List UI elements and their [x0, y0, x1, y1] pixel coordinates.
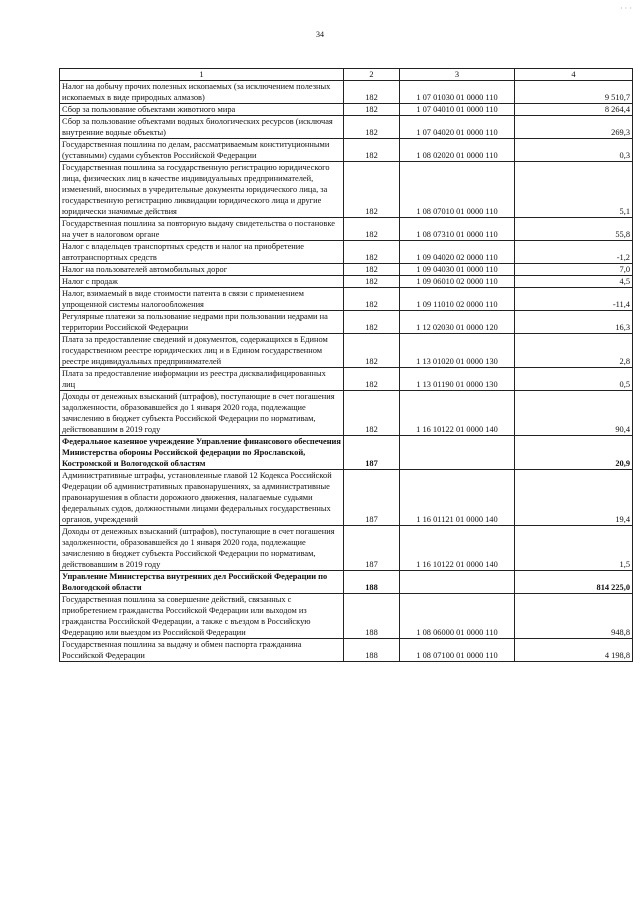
row-code-cell: 1 09 04030 01 0000 110 [400, 264, 515, 276]
row-name-cell: Налог, взимаемый в виде стоимости патента в связи с применением упрощенной системы налогообложения [60, 288, 344, 311]
row-amount-cell: 4,5 [515, 276, 633, 288]
row-amount-cell: -1,2 [515, 241, 633, 264]
row-name-cell: Государственная пошлина по делам, рассматриваемым конституционными (уставными) судами субъектов Российской Федерации [60, 139, 344, 162]
row-name-cell: Государственная пошлина за совершение действий, связанных с приобретением гражданства Российской Федерации или выходом из гражданства Российской Федерации, а также с въездом в Российскую Федерацию или выездом из Российской Федерации [60, 594, 344, 639]
row-name-cell: Государственная пошлина за повторную выдачу свидетельства о постановке на учет в налоговом органе [60, 218, 344, 241]
row-amount-cell: 90,4 [515, 391, 633, 436]
row-name-cell: Налог на пользователей автомобильных дорог [60, 264, 344, 276]
header-col-3: 3 [400, 69, 515, 81]
row-code-cell [400, 436, 515, 470]
row-amount-cell: 948,8 [515, 594, 633, 639]
row-admin-cell: 182 [344, 391, 400, 436]
row-code-cell: 1 07 01030 01 0000 110 [400, 81, 515, 104]
row-admin-cell: 187 [344, 470, 400, 526]
row-admin-cell: 182 [344, 264, 400, 276]
table-row [60, 81, 633, 104]
table-row [60, 470, 633, 526]
row-amount-cell: 55,8 [515, 218, 633, 241]
row-name-cell: Федеральное казенное учреждение Управление финансового обеспечения Министерства обороны Российской федерации по Ярославской, Костромской и Вологодской областям [60, 436, 344, 470]
table-row [60, 436, 633, 470]
row-name-cell: Доходы от денежных взысканий (штрафов), поступающие в счет погашения задолженности, образовавшейся до 1 января 2020 года, подлежащие зачислению в бюджет субъекта Российской Федерации по нормативам, действовавшим в 2019 году [60, 526, 344, 571]
row-code-cell: 1 08 07010 01 0000 110 [400, 162, 515, 218]
table-row [60, 276, 633, 288]
table-row [60, 571, 633, 594]
row-name-cell: Плата за предоставление сведений и документов, содержащихся в Едином государственном реестре юридических лиц и в Едином государственном реестре индивидуальных предпринимателей [60, 334, 344, 368]
row-admin-cell: 182 [344, 334, 400, 368]
scan-corner-mark: · · · [620, 4, 632, 13]
row-amount-cell: 269,3 [515, 116, 633, 139]
row-admin-cell: 188 [344, 639, 400, 662]
row-code-cell: 1 12 02030 01 0000 120 [400, 311, 515, 334]
table-row [60, 104, 633, 116]
row-code-cell: 1 08 06000 01 0000 110 [400, 594, 515, 639]
row-amount-cell: 2,8 [515, 334, 633, 368]
header-col-1: 1 [60, 69, 344, 81]
row-code-cell: 1 08 02020 01 0000 110 [400, 139, 515, 162]
table-row [60, 241, 633, 264]
row-amount-cell: 19,4 [515, 470, 633, 526]
row-name-cell: Налог на добычу прочих полезных ископаемых (за исключением полезных ископаемых в виде природных алмазов) [60, 81, 344, 104]
row-name-cell: Плата за предоставление информации из реестра дисквалифицированных лиц [60, 368, 344, 391]
row-code-cell: 1 09 04020 02 0000 110 [400, 241, 515, 264]
row-admin-cell: 182 [344, 104, 400, 116]
row-name-cell: Сбор за пользование объектами животного мира [60, 104, 344, 116]
row-admin-cell: 182 [344, 162, 400, 218]
row-amount-cell: 16,3 [515, 311, 633, 334]
table-row [60, 264, 633, 276]
row-amount-cell: 9 510,7 [515, 81, 633, 104]
header-row [60, 69, 633, 81]
page-number: 34 [316, 30, 324, 39]
row-code-cell: 1 07 04020 01 0000 110 [400, 116, 515, 139]
row-amount-cell: 20,9 [515, 436, 633, 470]
row-code-cell: 1 08 07100 01 0000 110 [400, 639, 515, 662]
row-name-cell: Налог с владельцев транспортных средств и налог на приобретение автотранспортных средств [60, 241, 344, 264]
row-name-cell: Административные штрафы, установленные главой 12 Кодекса Российской Федерации об административных правонарушениях, за административные правонарушения в области дорожного движения, налагаемые судьями федеральных судов, должностными лицами федеральных государственных органов, учреждений [60, 470, 344, 526]
table-row [60, 639, 633, 662]
table-row [60, 368, 633, 391]
row-admin-cell: 187 [344, 436, 400, 470]
row-name-cell: Управление Министерства внутренних дел Российской Федерации по Вологодской области [60, 571, 344, 594]
row-amount-cell: 0,5 [515, 368, 633, 391]
row-amount-cell: -11,4 [515, 288, 633, 311]
row-amount-cell: 0,3 [515, 139, 633, 162]
row-admin-cell: 182 [344, 81, 400, 104]
row-admin-cell: 182 [344, 139, 400, 162]
row-code-cell: 1 13 01020 01 0000 130 [400, 334, 515, 368]
row-code-cell: 1 16 10122 01 0000 140 [400, 526, 515, 571]
row-code-cell: 1 07 04010 01 0000 110 [400, 104, 515, 116]
row-admin-cell: 182 [344, 116, 400, 139]
row-amount-cell: 8 264,4 [515, 104, 633, 116]
table-row [60, 116, 633, 139]
row-admin-cell: 182 [344, 218, 400, 241]
table-row [60, 139, 633, 162]
row-name-cell: Сбор за пользование объектами водных биологических ресурсов (исключая внутренние водные объекты) [60, 116, 344, 139]
row-admin-cell: 187 [344, 526, 400, 571]
row-code-cell: 1 09 06010 02 0000 110 [400, 276, 515, 288]
row-name-cell: Государственная пошлина за государственную регистрацию юридического лица, физических лиц в качестве индивидуальных предпринимателей, изменений, вносимых в учредительные документы юридического лица, за государственную регистрацию ликвидации юридического лица и другие юридически значимые действия [60, 162, 344, 218]
header-col-2: 2 [344, 69, 400, 81]
row-admin-cell: 182 [344, 241, 400, 264]
table-row [60, 311, 633, 334]
row-admin-cell: 188 [344, 571, 400, 594]
row-admin-cell: 188 [344, 594, 400, 639]
row-name-cell: Доходы от денежных взысканий (штрафов), поступающие в счет погашения задолженности, образовавшейся до 1 января 2020 года, подлежащие зачислению в бюджет субъекта Российской Федерации по нормативам, действовавшим в 2019 году [60, 391, 344, 436]
row-code-cell: 1 16 10122 01 0000 140 [400, 391, 515, 436]
row-admin-cell: 182 [344, 288, 400, 311]
header-col-4: 4 [515, 69, 633, 81]
row-name-cell: Налог с продаж [60, 276, 344, 288]
row-admin-cell: 182 [344, 368, 400, 391]
row-amount-cell: 5,1 [515, 162, 633, 218]
table-row [60, 594, 633, 639]
table-row [60, 218, 633, 241]
table-row [60, 334, 633, 368]
budget-revenue-table [59, 68, 633, 662]
table-row [60, 526, 633, 571]
row-code-cell: 1 08 07310 01 0000 110 [400, 218, 515, 241]
row-amount-cell: 1,5 [515, 526, 633, 571]
table-row [60, 162, 633, 218]
row-admin-cell: 182 [344, 311, 400, 334]
row-name-cell: Регулярные платежи за пользование недрами при пользовании недрами на территории Российской Федерации [60, 311, 344, 334]
row-name-cell: Государственная пошлина за выдачу и обмен паспорта гражданина Российской Федерации [60, 639, 344, 662]
row-code-cell: 1 09 11010 02 0000 110 [400, 288, 515, 311]
row-code-cell: 1 16 01121 01 0000 140 [400, 470, 515, 526]
table-row [60, 288, 633, 311]
row-code-cell [400, 571, 515, 594]
row-amount-cell: 814 225,0 [515, 571, 633, 594]
row-amount-cell: 4 198,8 [515, 639, 633, 662]
table-row [60, 391, 633, 436]
row-amount-cell: 7,0 [515, 264, 633, 276]
row-admin-cell: 182 [344, 276, 400, 288]
row-code-cell: 1 13 01190 01 0000 130 [400, 368, 515, 391]
